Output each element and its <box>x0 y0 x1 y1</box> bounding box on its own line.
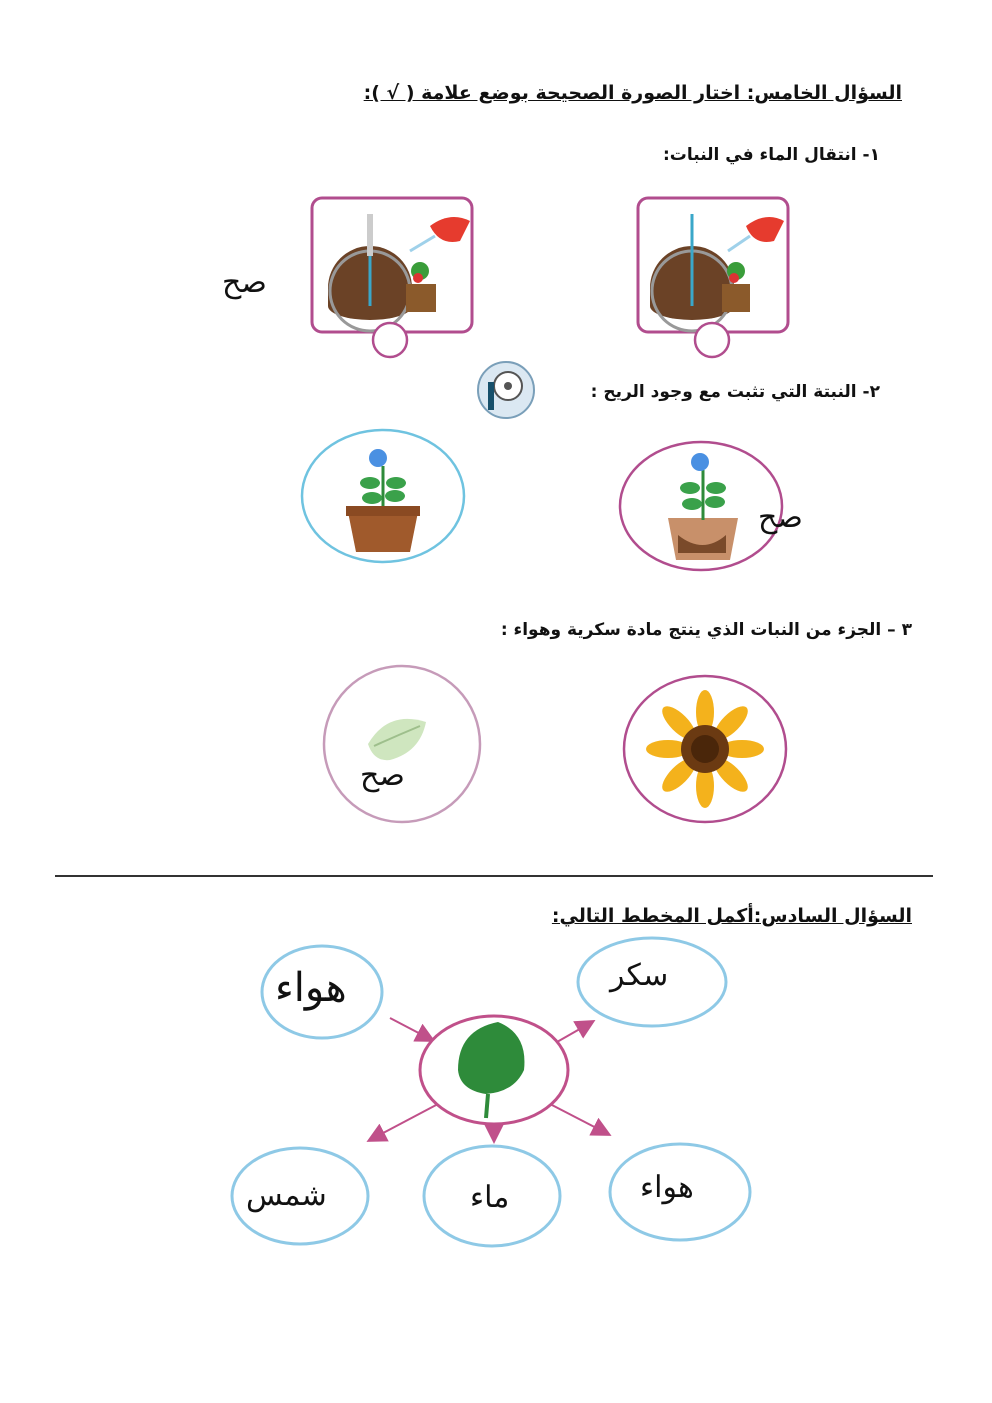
arrow-out-bottom-right <box>550 1104 608 1134</box>
arrow-in-bottom-left <box>370 1104 438 1140</box>
node-label-top-right: سكر <box>610 958 669 993</box>
node-label-bottom-left: شمس <box>246 1178 327 1213</box>
q5-item1-label: ١- انتقال الماء في النبات: <box>662 145 880 165</box>
node-label-top-left: هواء <box>275 965 347 1011</box>
node-label-bottom-middle: ماء <box>470 1180 510 1215</box>
node-label-bottom-right: هواء <box>640 1170 694 1205</box>
question5-title: السؤال الخامس: اختار الصورة الصحيحة بوضع علامة ( √ ): <box>363 82 902 104</box>
q5-item2-label: ٢- النبتة التي تثبت مع وجود الريح : <box>590 382 880 402</box>
answer-mark-q5-1: صح <box>222 265 267 300</box>
answer-mark-q5-3: صح <box>360 758 405 793</box>
arrow-in-top-left <box>390 1018 432 1040</box>
q5-item3-label: ٣ – الجزء من النبات الذي ينتج مادة سكرية وهواء : <box>500 620 912 640</box>
answer-mark-q5-2: صح <box>758 500 803 535</box>
question6-title: السؤال السادس:أكمل المخطط التالي: <box>551 905 912 927</box>
